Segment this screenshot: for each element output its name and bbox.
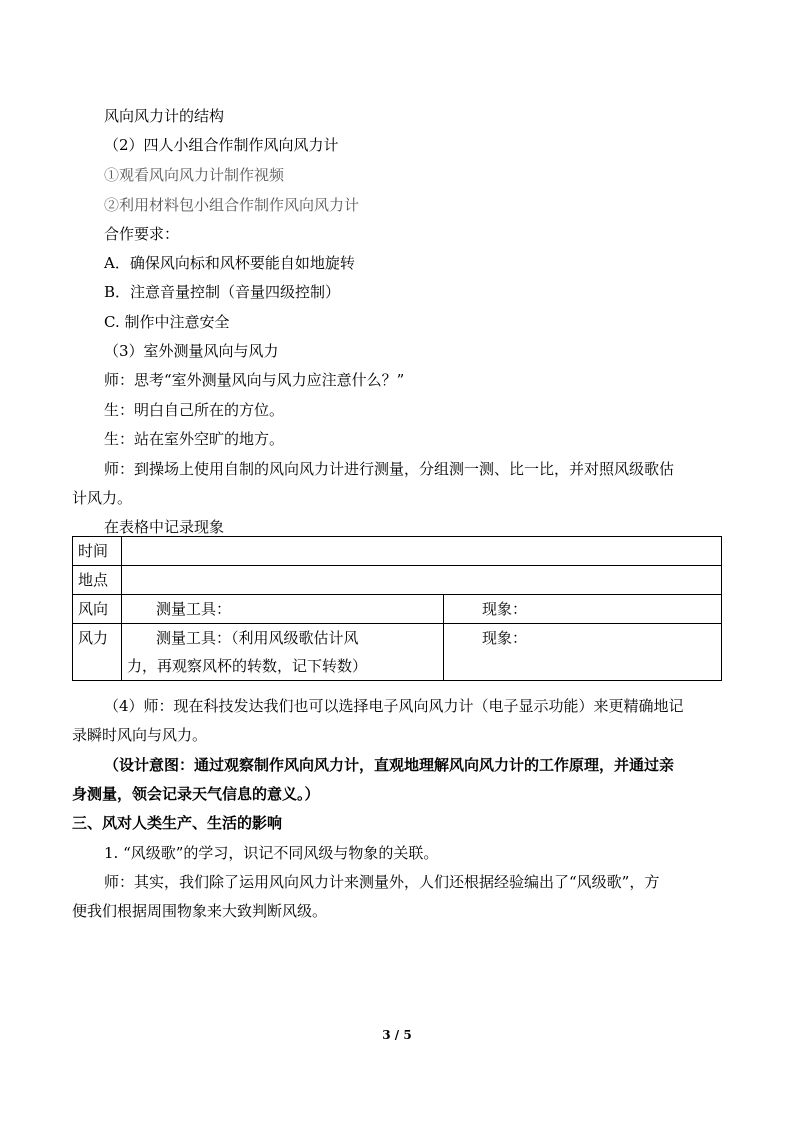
tool-text-line-2: 力，再观察风杯的转数，记下转数） (127, 657, 368, 675)
record-table (72, 536, 722, 681)
table-row (73, 566, 722, 595)
table-cell-tool (122, 624, 444, 681)
table-cell-observation: 现象： (444, 624, 722, 681)
table-cell-label: 风力 (73, 624, 122, 681)
table-cell-label: 风向 (73, 595, 122, 624)
table-cell-label: 时间 (73, 537, 122, 566)
text-req-a: A．确保风向标和风杯要能自如地旋转 (104, 254, 355, 272)
text-table-caption: 在表格中记录现象 (104, 518, 225, 536)
section-heading-3: 三、风对人类生产、生活的影响 (72, 814, 283, 832)
page-number: 3 / 5 (382, 1028, 412, 1042)
text-req-b: B．注意音量控制（音量四级控制） (104, 283, 341, 301)
text-step-4-line-1: （4）师：现在科技发达我们也可以选择电子风向风力计（电子显示功能）来更精确地记 (104, 697, 684, 715)
table-cell-empty (122, 566, 722, 595)
table-row (73, 537, 722, 566)
text-requirements: 合作要求： (104, 225, 180, 243)
text-step-4-line-2: 录瞬时风向与风力。 (72, 726, 208, 744)
text-student-answer-2: 生：站在室外空旷的地方。 (104, 430, 285, 448)
text-teacher-explain-2: 便我们根据周围物象来大致判断风级。 (72, 902, 328, 920)
tool-text-line-1: 测量工具：（利用风级歌估计风 (156, 629, 359, 647)
text-step-3: （3）室外测量风向与风力 (104, 342, 279, 360)
table-cell-tool: 测量工具： (122, 595, 444, 624)
text-substep-1: ①观看风向风力计制作视频 (104, 166, 285, 184)
text-design-intent-line-1: （设计意图：通过观察制作风向风力计，直观地理解风向风力计的工作原理，并通过亲 (104, 756, 675, 774)
text-student-answer-1: 生：明白自己所在的方位。 (104, 401, 285, 419)
text-step-2: （2）四人小组合作制作风向风力计 (104, 136, 339, 154)
table-cell-observation: 现象： (444, 595, 722, 624)
text-teacher-explain-1: 师：其实，我们除了运用风向风力计来测量外，人们还根据经验编出了“风级歌”，方 (104, 873, 660, 891)
text-structure-heading: 风向风力计的结构 (104, 107, 225, 125)
table-row (73, 595, 722, 624)
text-design-intent-line-2: 身测量，领会记录天气信息的意义。） (72, 785, 320, 803)
text-req-c: C. 制作中注意安全 (104, 313, 230, 331)
table-cell-label: 地点 (73, 566, 122, 595)
text-teacher-question: 师：思考“室外测量风向与风力应注意什么？” (104, 371, 405, 389)
text-teacher-instruction-2: 计风力。 (72, 489, 133, 507)
text-item-1: 1. “风级歌”的学习，识记不同风级与物象的关联。 (104, 844, 439, 862)
table-row (73, 624, 722, 681)
table-cell-empty (122, 537, 722, 566)
text-teacher-instruction-1: 师：到操场上使用自制的风向风力计进行测量，分组测一测、比一比，并对照风级歌估 (104, 460, 675, 478)
text-substep-2: ②利用材料包小组合作制作风向风力计 (104, 196, 360, 214)
